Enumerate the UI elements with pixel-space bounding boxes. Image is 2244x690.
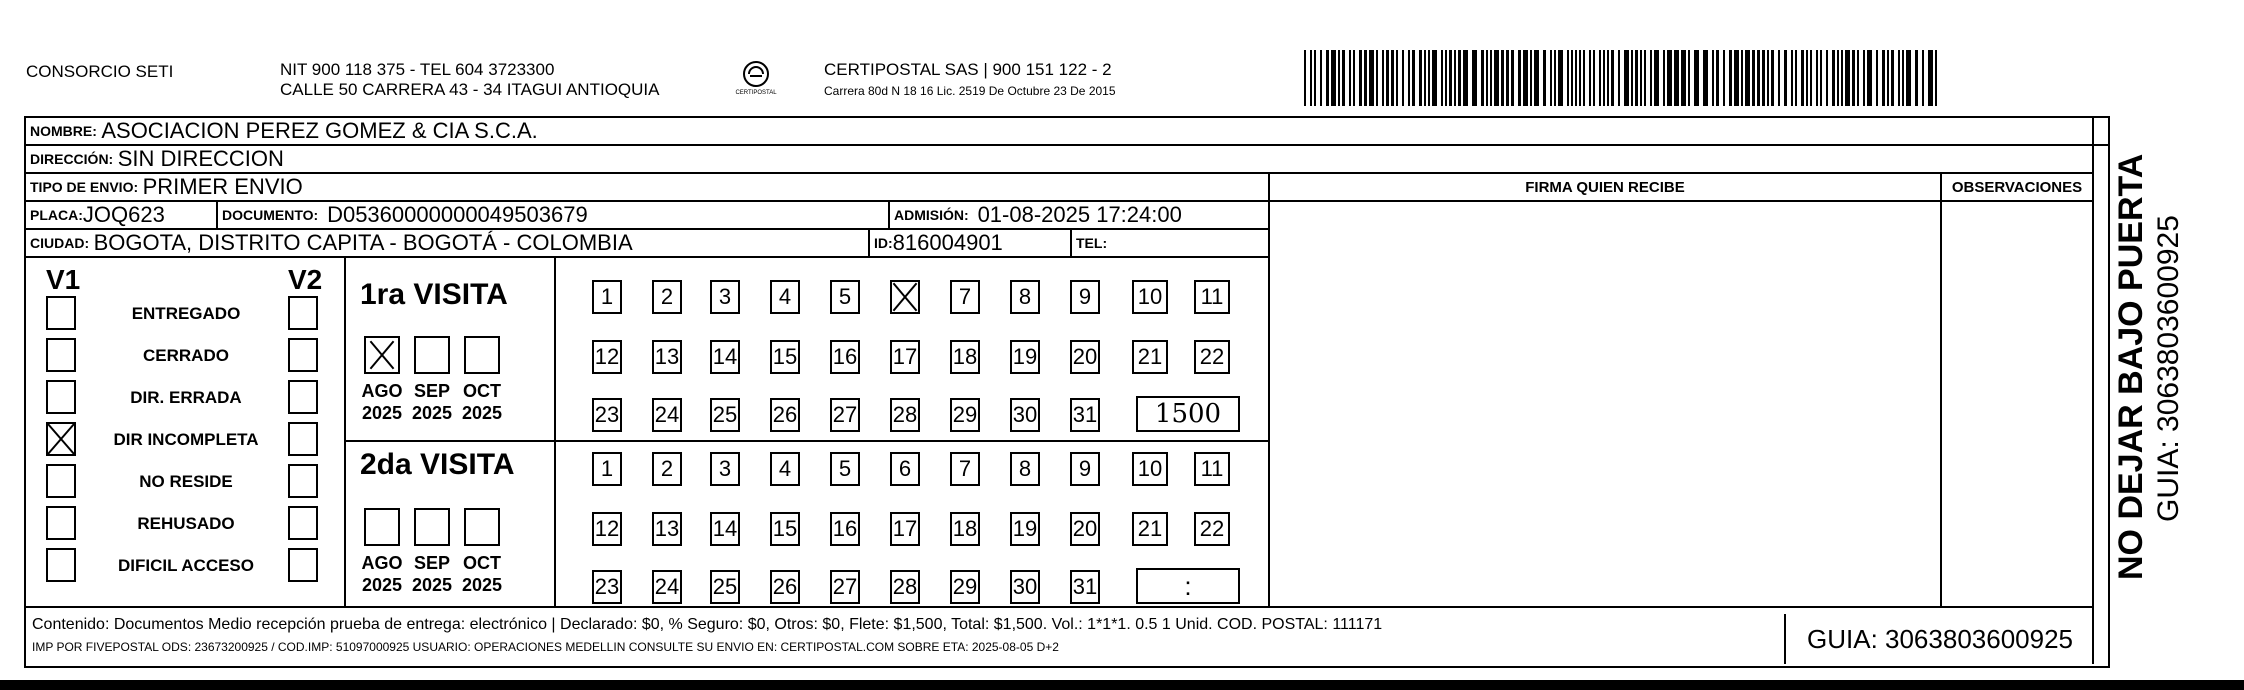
barcode-bar bbox=[1481, 50, 1484, 106]
shipping-label-frame bbox=[24, 116, 2110, 668]
barcode-bar bbox=[1784, 50, 1787, 106]
side-notice bbox=[2112, 100, 2156, 580]
day-checkbox[interactable]: 12 bbox=[592, 512, 622, 546]
bottom-edge bbox=[0, 680, 2244, 690]
barcode-bar bbox=[1845, 50, 1850, 106]
day-checkbox[interactable]: 15 bbox=[770, 340, 800, 374]
day-checkbox[interactable]: 23 bbox=[592, 398, 622, 432]
barcode-bar bbox=[1593, 50, 1595, 106]
v1-checkbox[interactable] bbox=[46, 296, 76, 330]
day-checkbox[interactable]: 28 bbox=[890, 398, 920, 432]
barcode-bar bbox=[1501, 50, 1504, 106]
day-checkbox[interactable] bbox=[890, 280, 920, 314]
barcode-bar bbox=[1752, 50, 1755, 106]
reason-label: ENTREGADO bbox=[131, 304, 241, 323]
month-checkbox[interactable] bbox=[364, 336, 400, 374]
visit-hour-box[interactable]: : bbox=[1136, 568, 1240, 604]
barcode-bar bbox=[1863, 50, 1865, 106]
day-checkbox[interactable]: 28 bbox=[890, 570, 920, 604]
barcode-bar bbox=[1762, 50, 1765, 106]
id-label: ID: bbox=[874, 235, 893, 251]
documento-label: DOCUMENTO: bbox=[222, 207, 319, 223]
barcode-bar bbox=[1454, 50, 1456, 106]
day-checkbox[interactable]: 11 bbox=[1194, 280, 1230, 314]
day-checkbox[interactable]: 6 bbox=[890, 452, 920, 486]
v1-checkbox[interactable] bbox=[46, 548, 76, 582]
barcode-bar bbox=[1795, 50, 1797, 106]
barcode-bar bbox=[1618, 50, 1620, 106]
barcode-bar bbox=[1376, 50, 1378, 106]
day-checkbox[interactable]: 13 bbox=[652, 340, 682, 374]
month-checkbox[interactable] bbox=[364, 508, 400, 546]
day-checkbox[interactable]: 22 bbox=[1194, 340, 1230, 374]
v2-checkbox[interactable] bbox=[288, 380, 318, 414]
v2-checkbox[interactable] bbox=[288, 548, 318, 582]
barcode-bar bbox=[1876, 50, 1878, 106]
day-checkbox[interactable]: 31 bbox=[1070, 398, 1100, 432]
day-checkbox[interactable]: 3 bbox=[710, 280, 740, 314]
nombre-field bbox=[26, 118, 2026, 144]
barcode-bar bbox=[1349, 50, 1351, 106]
day-checkbox[interactable]: 25 bbox=[710, 570, 740, 604]
barcode-bar bbox=[1882, 50, 1885, 106]
barcode-bar bbox=[1767, 50, 1769, 106]
month-year: 2025 bbox=[361, 403, 403, 423]
reason-label: DIR INCOMPLETA bbox=[113, 430, 259, 449]
day-checkbox[interactable]: 9 bbox=[1070, 280, 1100, 314]
v2-checkbox[interactable] bbox=[288, 422, 318, 456]
nombre-label: NOMBRE: bbox=[30, 123, 97, 139]
day-checkbox[interactable]: 26 bbox=[770, 570, 800, 604]
barcode-bar bbox=[1314, 50, 1316, 106]
reason-label: CERRADO bbox=[143, 346, 229, 365]
side-guia-text: GUIA: 3063803600925 bbox=[2152, 215, 2185, 522]
barcode-bar bbox=[1506, 50, 1509, 106]
barcode-bar bbox=[1579, 50, 1581, 106]
ciudad-value: BOGOTA, DISTRITO CAPITA - BOGOTÁ - COLOMBIA bbox=[93, 230, 633, 255]
v2-checkbox[interactable] bbox=[288, 338, 318, 372]
barcode-bar bbox=[1644, 50, 1646, 106]
day-checkbox[interactable]: 13 bbox=[652, 512, 682, 546]
id-field bbox=[870, 230, 1070, 256]
ciudad-field bbox=[26, 230, 866, 256]
reason-label: NO RESIDE bbox=[139, 472, 233, 491]
day-checkbox[interactable]: 30 bbox=[1010, 570, 1040, 604]
company-name: CONSORCIO SETI bbox=[26, 62, 174, 81]
documento-field bbox=[218, 202, 888, 228]
barcode-bar bbox=[1534, 50, 1539, 106]
second-visit-title: 2da VISITA bbox=[360, 448, 515, 481]
barcode-bar bbox=[1320, 50, 1322, 106]
barcode-bar bbox=[1791, 50, 1793, 106]
month-name: OCT bbox=[463, 381, 501, 401]
day-checkbox[interactable]: 8 bbox=[1010, 280, 1040, 314]
month-name: AGO bbox=[361, 553, 403, 573]
tipo-envio-field bbox=[26, 174, 1266, 200]
barcode-bar bbox=[1674, 50, 1679, 106]
barcode-bar bbox=[1494, 50, 1499, 106]
barcode-bar bbox=[1857, 50, 1859, 106]
barcode-bar bbox=[1543, 50, 1546, 106]
footer-guia-box bbox=[1784, 614, 2094, 664]
barcode-bar bbox=[1408, 50, 1410, 106]
v2-checkbox[interactable] bbox=[288, 296, 318, 330]
reason-label: DIFICIL ACCESO bbox=[117, 556, 254, 575]
barcode-bar bbox=[1369, 50, 1374, 106]
barcode-bar bbox=[1635, 50, 1638, 106]
day-checkbox[interactable]: 17 bbox=[890, 340, 920, 374]
month-name: SEP bbox=[413, 381, 451, 401]
barcode-bar bbox=[1922, 50, 1924, 106]
certipostal-logo bbox=[728, 58, 784, 102]
direccion-value: SIN DIRECCION bbox=[117, 146, 284, 171]
month-year: 2025 bbox=[411, 575, 453, 595]
day-checkbox[interactable]: 25 bbox=[710, 398, 740, 432]
day-checkbox[interactable]: 4 bbox=[770, 280, 800, 314]
barcode-bar bbox=[1386, 50, 1389, 106]
day-checkbox[interactable]: 31 bbox=[1070, 570, 1100, 604]
direccion-field bbox=[26, 146, 2026, 172]
barcode-bar bbox=[1694, 50, 1699, 106]
day-checkbox[interactable]: 7 bbox=[950, 452, 980, 486]
license-line: Carrera 80d N 18 16 Lic. 2519 De Octubre 23 De 2015 bbox=[824, 84, 1116, 98]
day-checkbox[interactable]: 2 bbox=[652, 280, 682, 314]
barcode-bar bbox=[1928, 50, 1933, 106]
contenido-line: Contenido: Documentos Medio recepción prueba de entrega: electrónico | Declarado: $0, % Seguro: $0, Otros: $0, Flete: $1,500, Total: $1,500. Vol.: 1*1*1. 0.5 1 Unid. COD. POSTAL: 111171 bbox=[32, 616, 1383, 633]
reason-label: REHUSADO bbox=[137, 514, 235, 533]
barcode-bar bbox=[1716, 50, 1719, 106]
day-checkbox[interactable]: 21 bbox=[1132, 340, 1168, 374]
barcode-bar bbox=[1449, 50, 1452, 106]
barcode-bar bbox=[1935, 50, 1937, 106]
barcode-bar bbox=[1820, 50, 1822, 106]
barcode-bar bbox=[1304, 50, 1306, 106]
day-checkbox[interactable]: 29 bbox=[950, 570, 980, 604]
barcode-bar bbox=[1472, 50, 1477, 106]
nit-line: NIT 900 118 375 - TEL 604 3723300 bbox=[280, 60, 555, 79]
barcode-bar bbox=[1667, 50, 1672, 106]
v1-checkbox[interactable] bbox=[46, 422, 76, 456]
barcode-bar bbox=[1902, 50, 1904, 106]
v1-checkbox[interactable] bbox=[46, 464, 76, 498]
observaciones-header: OBSERVACIONES bbox=[1951, 178, 2083, 196]
day-checkbox[interactable]: 19 bbox=[1010, 512, 1040, 546]
barcode-bar bbox=[1428, 50, 1430, 106]
barcode-bar bbox=[1631, 50, 1633, 106]
barcode-bar bbox=[1432, 50, 1437, 106]
month-name: SEP bbox=[413, 553, 451, 573]
barcode-bar bbox=[1599, 50, 1601, 106]
v1-label: V1 bbox=[46, 264, 81, 295]
month-checkbox[interactable] bbox=[414, 508, 450, 546]
side-guia bbox=[2152, 122, 2192, 522]
barcode-bar bbox=[1654, 50, 1659, 106]
month-year: 2025 bbox=[361, 575, 403, 595]
nombre-value: ASOCIACION PEREZ GOMEZ & CIA S.C.A. bbox=[101, 118, 538, 143]
v2-checkbox[interactable] bbox=[288, 464, 318, 498]
tipo-value: PRIMER ENVIO bbox=[142, 174, 303, 199]
barcode-bar bbox=[1650, 50, 1652, 106]
barcode-bar bbox=[1518, 50, 1521, 106]
day-checkbox[interactable]: 24 bbox=[652, 398, 682, 432]
barcode-bar bbox=[1607, 50, 1609, 106]
day-checkbox[interactable]: 27 bbox=[830, 570, 860, 604]
barcode-bar bbox=[1891, 50, 1894, 106]
certipostal-line: CERTIPOSTAL SAS | 900 151 122 - 2 bbox=[824, 60, 1112, 79]
barcode-bar bbox=[1550, 50, 1552, 106]
day-checkbox[interactable]: 12 bbox=[592, 340, 622, 374]
day-checkbox[interactable]: 19 bbox=[1010, 340, 1040, 374]
barcode-bar bbox=[1558, 50, 1563, 106]
day-checkbox[interactable]: 20 bbox=[1070, 340, 1100, 374]
barcode-bar bbox=[1523, 50, 1528, 106]
barcode-bar bbox=[1611, 50, 1614, 106]
barcode-bar bbox=[1567, 50, 1569, 106]
day-checkbox[interactable]: 18 bbox=[950, 512, 980, 546]
month-year: 2025 bbox=[461, 403, 503, 423]
barcode-bar bbox=[1419, 50, 1422, 106]
day-checkbox[interactable]: 24 bbox=[652, 570, 682, 604]
barcode-bar bbox=[1703, 50, 1708, 106]
day-checkbox[interactable]: 8 bbox=[1010, 452, 1040, 486]
day-checkbox[interactable]: 1 bbox=[592, 280, 622, 314]
month-checkbox[interactable] bbox=[464, 508, 500, 546]
day-checkbox[interactable]: 21 bbox=[1132, 512, 1168, 546]
barcode-bar bbox=[1887, 50, 1889, 106]
barcode-bar bbox=[1338, 50, 1340, 106]
barcode-bar bbox=[1757, 50, 1760, 106]
id-value: 816004901 bbox=[892, 230, 1003, 255]
imp-line: IMP POR FIVEPOSTAL ODS: 23673200925 / COD.IMP: 51097000925 USUARIO: OPERACIONES MEDELLIN CONSULTE SU ENVIO EN: CERTIPOSTAL.COM SOBRE ETA: 2025-08-05 D+2 bbox=[32, 640, 1059, 654]
barcode-bar bbox=[1741, 50, 1743, 106]
barcode-bar bbox=[1852, 50, 1855, 106]
barcode bbox=[1304, 50, 1944, 106]
documento-value: D05360000000049503679 bbox=[327, 202, 588, 227]
day-checkbox[interactable]: 14 bbox=[710, 512, 740, 546]
side-notice-text: NO DEJAR BAJO PUERTA bbox=[2112, 153, 2150, 580]
barcode-bar bbox=[1412, 50, 1415, 106]
firma-header: FIRMA QUIEN RECIBE bbox=[1525, 178, 1685, 196]
barcode-bar bbox=[1837, 50, 1839, 106]
barcode-bar bbox=[1906, 50, 1911, 106]
barcode-bar bbox=[1712, 50, 1714, 106]
barcode-bar bbox=[1816, 50, 1818, 106]
direccion-label: DIRECCIÓN: bbox=[30, 151, 114, 167]
month-year: 2025 bbox=[411, 403, 453, 423]
barcode-bar bbox=[1382, 50, 1384, 106]
day-checkbox[interactable]: 20 bbox=[1070, 512, 1100, 546]
barcode-bar bbox=[1806, 50, 1808, 106]
barcode-bar bbox=[1832, 50, 1835, 106]
reason-label: DIR. ERRADA bbox=[130, 388, 242, 407]
admision-label: ADMISIÓN: bbox=[894, 207, 969, 223]
barcode-bar bbox=[1445, 50, 1447, 106]
barcode-bar bbox=[1583, 50, 1585, 106]
barcode-bar bbox=[1734, 50, 1739, 106]
barcode-bar bbox=[1810, 50, 1812, 106]
barcode-bar bbox=[1603, 50, 1605, 106]
barcode-bar bbox=[1745, 50, 1750, 106]
day-checkbox[interactable]: 1 bbox=[592, 452, 622, 486]
barcode-bar bbox=[1359, 50, 1362, 106]
month-checkbox[interactable] bbox=[464, 336, 500, 374]
placa-value: JOQ623 bbox=[82, 202, 165, 227]
day-checkbox[interactable]: 23 bbox=[592, 570, 622, 604]
tel-field bbox=[1072, 230, 1268, 256]
barcode-bar bbox=[1458, 50, 1461, 106]
barcode-bar bbox=[1688, 50, 1690, 106]
barcode-bar bbox=[1771, 50, 1774, 106]
tel-label: TEL: bbox=[1076, 235, 1108, 251]
barcode-bar bbox=[1915, 50, 1918, 106]
day-checkbox[interactable]: 10 bbox=[1132, 452, 1168, 486]
month-name: OCT bbox=[463, 553, 501, 573]
barcode-bar bbox=[1826, 50, 1828, 106]
barcode-bar bbox=[1402, 50, 1404, 106]
barcode-bar bbox=[1841, 50, 1843, 106]
placa-label: PLACA: bbox=[30, 207, 83, 223]
barcode-bar bbox=[1396, 50, 1398, 106]
day-checkbox[interactable]: 29 bbox=[950, 398, 980, 432]
day-checkbox[interactable]: 3 bbox=[710, 452, 740, 486]
barcode-bar bbox=[1486, 50, 1488, 106]
barcode-bar bbox=[1571, 50, 1573, 106]
day-checkbox[interactable]: 30 bbox=[1010, 398, 1040, 432]
barcode-bar bbox=[1867, 50, 1872, 106]
day-checkbox[interactable]: 14 bbox=[710, 340, 740, 374]
v1-checkbox[interactable] bbox=[46, 380, 76, 414]
barcode-bar bbox=[1463, 50, 1468, 106]
footer-guia: GUIA: 3063803600925 bbox=[1807, 623, 2073, 654]
barcode-bar bbox=[1391, 50, 1394, 106]
day-checkbox[interactable]: 2 bbox=[652, 452, 682, 486]
logo-text: CERTIPOSTAL bbox=[735, 90, 777, 96]
ciudad-label: CIUDAD: bbox=[30, 235, 90, 251]
barcode-bar bbox=[1640, 50, 1642, 106]
barcode-bar bbox=[1778, 50, 1780, 106]
day-checkbox[interactable]: 17 bbox=[890, 512, 920, 546]
barcode-bar bbox=[1575, 50, 1577, 106]
day-checkbox[interactable]: 16 bbox=[830, 340, 860, 374]
day-checkbox[interactable]: 5 bbox=[830, 280, 860, 314]
day-checkbox[interactable]: 7 bbox=[950, 280, 980, 314]
barcode-bar bbox=[1490, 50, 1492, 106]
day-checkbox[interactable]: 18 bbox=[950, 340, 980, 374]
day-checkbox[interactable]: 5 bbox=[830, 452, 860, 486]
placa-field bbox=[26, 202, 216, 228]
v2-label: V2 bbox=[288, 264, 323, 295]
day-checkbox[interactable]: 22 bbox=[1194, 512, 1230, 546]
barcode-bar bbox=[1898, 50, 1900, 106]
barcode-bar bbox=[1624, 50, 1629, 106]
barcode-bar bbox=[1729, 50, 1732, 106]
v1-checkbox[interactable] bbox=[46, 506, 76, 540]
address-line: CALLE 50 CARRERA 43 - 34 ITAGUI ANTIOQUIA bbox=[280, 80, 660, 99]
barcode-bar bbox=[1424, 50, 1426, 106]
tipo-label: TIPO DE ENVIO: bbox=[30, 179, 139, 195]
first-visit-title: 1ra VISITA bbox=[360, 278, 508, 311]
barcode-bar bbox=[1554, 50, 1556, 106]
barcode-bar bbox=[1530, 50, 1532, 106]
admision-field bbox=[890, 202, 1268, 228]
barcode-bar bbox=[1353, 50, 1355, 106]
barcode-bar bbox=[1331, 50, 1336, 106]
day-checkbox[interactable]: 10 bbox=[1132, 280, 1168, 314]
barcode-bar bbox=[1364, 50, 1367, 106]
barcode-bar bbox=[1310, 50, 1312, 106]
barcode-bar bbox=[1681, 50, 1686, 106]
day-checkbox[interactable]: 9 bbox=[1070, 452, 1100, 486]
barcode-bar bbox=[1441, 50, 1443, 106]
day-checkbox[interactable]: 26 bbox=[770, 398, 800, 432]
day-checkbox[interactable]: 15 bbox=[770, 512, 800, 546]
month-year: 2025 bbox=[461, 575, 503, 595]
barcode-bar bbox=[1801, 50, 1804, 106]
barcode-bar bbox=[1342, 50, 1345, 106]
day-checkbox[interactable]: 27 bbox=[830, 398, 860, 432]
month-name: AGO bbox=[361, 381, 403, 401]
barcode-bar bbox=[1326, 50, 1329, 106]
day-checkbox[interactable]: 4 bbox=[770, 452, 800, 486]
v1-checkbox[interactable] bbox=[46, 338, 76, 372]
barcode-bar bbox=[1511, 50, 1514, 106]
day-checkbox[interactable]: 11 bbox=[1194, 452, 1230, 486]
month-checkbox[interactable] bbox=[414, 336, 450, 374]
v2-checkbox[interactable] bbox=[288, 506, 318, 540]
barcode-bar bbox=[1723, 50, 1725, 106]
barcode-bar bbox=[1589, 50, 1591, 106]
barcode-bar bbox=[1663, 50, 1665, 106]
day-checkbox[interactable]: 16 bbox=[830, 512, 860, 546]
visit-hour-box[interactable]: 1500 bbox=[1136, 396, 1240, 432]
admision-value: 01-08-2025 17:24:00 bbox=[977, 202, 1182, 227]
